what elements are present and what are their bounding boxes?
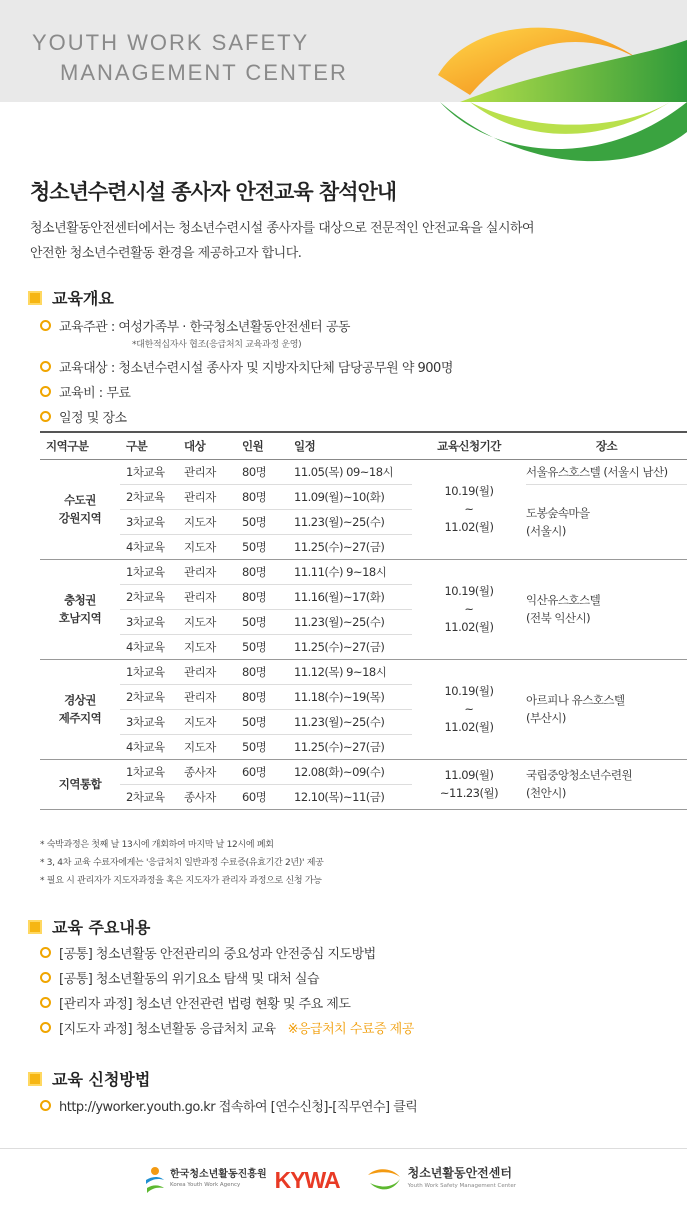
count-cell: 80명 — [242, 559, 294, 584]
count-cell: 50명 — [242, 609, 294, 634]
square-bullet-icon — [28, 291, 42, 305]
type-cell: 1차교육 — [120, 759, 184, 784]
place-cell: 익산유스호스텔 (전북 익산시) — [526, 559, 687, 659]
table-notes — [40, 836, 324, 890]
date-cell: 11.11(수) 9~18시 — [294, 559, 412, 584]
note-item: * 숙박과정은 첫째 날 13시에 개회하여 마지막 날 12시에 폐회 — [40, 840, 274, 850]
target-cell: 지도자 — [184, 734, 242, 759]
type-cell: 3차교육 — [120, 709, 184, 734]
place-cell: 도봉숲속마을 (서울시) — [526, 484, 687, 559]
date-cell: 11.05(목) 09~18시 — [294, 459, 412, 484]
overview-target — [40, 357, 453, 376]
date-cell: 11.23(월)~25(수) — [294, 709, 412, 734]
col-header-place: 장소 — [526, 432, 687, 459]
target-cell: 관리자 — [184, 659, 242, 684]
header-line2: MANAGEMENT CENTER — [60, 60, 348, 85]
place-cell: 국립중앙청소년수련원 (천안시) — [526, 759, 687, 809]
target-cell: 지도자 — [184, 709, 242, 734]
region-cell: 수도권 강원지역 — [40, 459, 120, 559]
circle-bullet-icon — [40, 997, 51, 1008]
apply-item — [40, 1096, 417, 1115]
count-cell: 80명 — [242, 684, 294, 709]
table-row — [40, 559, 687, 584]
content-item — [40, 1018, 414, 1037]
count-cell: 80명 — [242, 584, 294, 609]
region-cell: 지역통합 — [40, 759, 120, 809]
center-logo[interactable] — [366, 1167, 516, 1193]
type-cell: 2차교육 — [120, 684, 184, 709]
type-cell: 1차교육 — [120, 559, 184, 584]
date-cell: 11.23(월)~25(수) — [294, 609, 412, 634]
region-cell: 충청권 호남지역 — [40, 559, 120, 659]
date-cell: 11.25(수)~27(금) — [294, 534, 412, 559]
type-cell: 3차교육 — [120, 609, 184, 634]
overview-schedule-text: 일정 및 장소 — [59, 411, 127, 426]
date-cell: 11.18(수)~19(목) — [294, 684, 412, 709]
circle-bullet-icon — [40, 361, 51, 372]
col-header-date: 일정 — [294, 432, 412, 459]
footer-divider — [0, 1148, 687, 1149]
table-row — [40, 659, 687, 684]
kywa-logo[interactable] — [144, 1166, 340, 1194]
date-cell: 11.09(월)~10(화) — [294, 484, 412, 509]
circle-bullet-icon — [40, 1022, 51, 1033]
header-banner — [0, 0, 687, 102]
content-item-text: [지도자 과정] 청소년활동 응급처치 교육 — [59, 1022, 276, 1037]
count-cell: 50명 — [242, 709, 294, 734]
note-item: * 필요 시 관리자가 지도자과정을 혹은 지도자가 관리자 과정으로 신청 가능 — [40, 876, 322, 886]
type-cell: 2차교육 — [120, 584, 184, 609]
section-content-label: 교육 주요내용 — [52, 918, 151, 937]
count-cell: 60명 — [242, 759, 294, 784]
apply-link-text[interactable]: http://yworker.youth.go.kr 접속하여 [연수신청]-[직무연수] 클릭 — [59, 1100, 418, 1115]
period-cell: 10.19(월) ~ 11.02(월) — [412, 459, 526, 559]
overview-schedule — [40, 407, 127, 426]
count-cell: 80명 — [242, 459, 294, 484]
target-cell: 관리자 — [184, 559, 242, 584]
content-item — [40, 943, 376, 962]
center-swoosh-icon — [366, 1169, 402, 1191]
count-cell: 50명 — [242, 734, 294, 759]
kywa-wordmark: KYWA — [274, 1166, 340, 1193]
content-item — [40, 993, 350, 1012]
type-cell: 1차교육 — [120, 659, 184, 684]
circle-bullet-icon — [40, 411, 51, 422]
section-overview-label: 교육개요 — [52, 289, 114, 308]
intro-line1: 청소년활동안전센터에서는 청소년수련시설 종사자를 대상으로 전문적인 안전교육을 실시하여 — [30, 221, 535, 236]
intro-line2: 안전한 청소년수련활동 환경을 제공하고자 합니다. — [30, 246, 302, 261]
date-cell: 11.25(수)~27(금) — [294, 634, 412, 659]
col-header-period: 교육신청기간 — [412, 432, 526, 459]
center-name: 청소년활동안전센터 Youth Work Safety Management Center — [407, 1166, 516, 1189]
date-cell: 11.16(월)~17(화) — [294, 584, 412, 609]
circle-bullet-icon — [40, 386, 51, 397]
header-title — [32, 28, 348, 88]
count-cell: 50명 — [242, 534, 294, 559]
target-cell: 지도자 — [184, 634, 242, 659]
count-cell: 60명 — [242, 784, 294, 809]
page-title: 청소년수련시설 종사자 안전교육 참석안내 — [30, 180, 397, 204]
date-cell: 11.25(수)~27(금) — [294, 734, 412, 759]
type-cell: 4차교육 — [120, 734, 184, 759]
kywa-name: 한국청소년활동진흥원 Korea Youth Work Agency — [170, 1169, 267, 1188]
circle-bullet-icon — [40, 972, 51, 983]
square-bullet-icon — [28, 920, 42, 934]
target-cell: 종사자 — [184, 784, 242, 809]
period-cell: 10.19(월) ~ 11.02(월) — [412, 559, 526, 659]
target-cell: 관리자 — [184, 584, 242, 609]
section-overview-heading — [28, 286, 114, 309]
period-cell: 10.19(월) ~ 11.02(월) — [412, 659, 526, 759]
content-item — [40, 968, 319, 987]
col-header-count: 인원 — [242, 432, 294, 459]
target-cell: 관리자 — [184, 684, 242, 709]
overview-fee-text: 교육비 : 무료 — [59, 386, 131, 401]
note-item: * 3, 4차 교육 수료자에게는 '응급처치 일반과정 수료증(유효기간 2년)' 제공 — [40, 858, 324, 868]
count-cell: 50명 — [242, 509, 294, 534]
content-item-text: [공통] 청소년활동의 위기요소 탐색 및 대처 실습 — [59, 972, 320, 987]
place-cell: 아르피나 유스호스텔 (부산시) — [526, 659, 687, 759]
table-header-row — [40, 432, 687, 459]
table-row — [40, 459, 687, 484]
target-cell: 지도자 — [184, 609, 242, 634]
overview-host-note: *대한적십자사 협조(응급처치 교육과정 운영) — [132, 340, 302, 350]
target-cell: 종사자 — [184, 759, 242, 784]
intro-text — [30, 216, 534, 266]
swoosh-logo-tail — [430, 102, 687, 172]
place-cell: 서울유스호스텔 (서울시 남산) — [526, 459, 687, 484]
date-cell: 11.12(목) 9~18시 — [294, 659, 412, 684]
table-row — [40, 484, 687, 509]
circle-bullet-icon — [40, 947, 51, 958]
content-item-text: [공통] 청소년활동 안전관리의 중요성과 안전중심 지도방법 — [59, 947, 376, 962]
table-row — [40, 759, 687, 784]
overview-host — [40, 316, 350, 335]
date-cell: 11.23(월)~25(수) — [294, 509, 412, 534]
date-cell: 12.10(목)~11(금) — [294, 784, 412, 809]
col-header-type: 구분 — [120, 432, 184, 459]
target-cell: 관리자 — [184, 459, 242, 484]
count-cell: 50명 — [242, 634, 294, 659]
type-cell: 4차교육 — [120, 634, 184, 659]
section-content-heading — [28, 915, 150, 938]
section-apply-heading — [28, 1067, 150, 1090]
col-header-target: 대상 — [184, 432, 242, 459]
type-cell: 3차교육 — [120, 509, 184, 534]
type-cell: 4차교육 — [120, 534, 184, 559]
section-apply-label: 교육 신청방법 — [52, 1070, 151, 1089]
overview-fee — [40, 382, 130, 401]
date-cell: 12.08(화)~09(수) — [294, 759, 412, 784]
type-cell: 1차교육 — [120, 459, 184, 484]
schedule-table — [40, 431, 687, 810]
overview-host-text: 교육주관 : 여성가족부 · 한국청소년활동안전센터 공동 — [59, 320, 350, 335]
header-line1: YOUTH WORK SAFETY — [32, 30, 310, 55]
square-bullet-icon — [28, 1072, 42, 1086]
region-cell: 경상권 제주지역 — [40, 659, 120, 759]
certificate-note: ※응급처치 수료증 제공 — [287, 1022, 414, 1037]
period-cell: 11.09(월) ~11.23(월) — [412, 759, 526, 809]
target-cell: 지도자 — [184, 509, 242, 534]
type-cell: 2차교육 — [120, 484, 184, 509]
count-cell: 80명 — [242, 484, 294, 509]
count-cell: 80명 — [242, 659, 294, 684]
type-cell: 2차교육 — [120, 784, 184, 809]
circle-bullet-icon — [40, 1100, 51, 1111]
footer-logos — [144, 1166, 516, 1194]
col-header-region: 지역구분 — [40, 432, 120, 459]
target-cell: 관리자 — [184, 484, 242, 509]
circle-bullet-icon — [40, 320, 51, 331]
target-cell: 지도자 — [184, 534, 242, 559]
kywa-emblem-icon — [144, 1166, 166, 1194]
overview-target-text: 교육대상 : 청소년수련시설 종사자 및 지방자치단체 담당공무원 약 900명 — [59, 361, 453, 376]
content-item-text: [관리자 과정] 청소년 안전관련 법령 현황 및 주요 제도 — [59, 997, 351, 1012]
